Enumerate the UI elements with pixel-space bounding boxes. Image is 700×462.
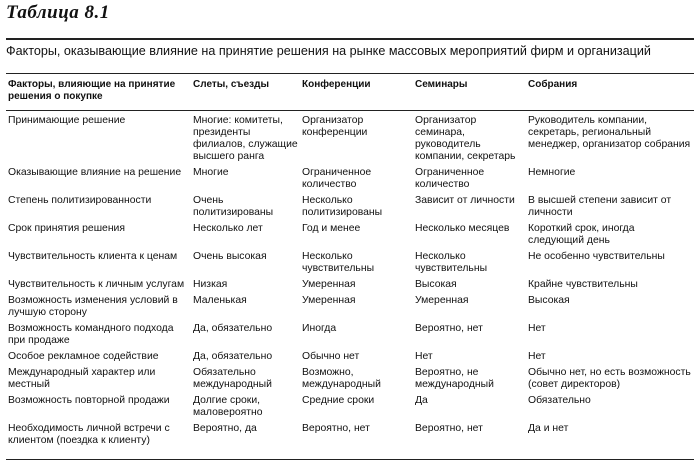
bottom-rule <box>6 459 694 460</box>
table-row <box>6 194 694 222</box>
table-cell: Несколько политизированы <box>302 195 383 218</box>
table-row <box>6 250 694 278</box>
table-cell: Нет <box>528 323 546 334</box>
row-factor-cell: Возможность командного подхода при продаже <box>8 323 174 346</box>
row-factor-cell: Степень политизированности <box>8 195 152 206</box>
table-cell: Возможно, международный <box>302 367 381 390</box>
table-row <box>6 278 694 294</box>
table-cell: Умеренная <box>415 295 469 306</box>
table-cell: Нет <box>415 351 433 362</box>
table-cell: Вероятно, не международный <box>415 367 494 390</box>
table-cell: Вероятно, нет <box>415 323 483 334</box>
table-cell: Очень высокая <box>193 251 267 262</box>
table-cell: Средние сроки <box>302 395 375 406</box>
table-row <box>6 322 694 350</box>
table-cell: Не особенно чувствительны <box>528 251 665 262</box>
table-cell: Нет <box>528 351 546 362</box>
table-cell: Да <box>415 395 428 406</box>
row-factor-cell: Возможность повторной продажи <box>8 395 170 406</box>
table-row <box>6 111 694 167</box>
table-cell: Очень политизированы <box>193 195 274 218</box>
table-cell: Ограниченное количество <box>415 167 485 190</box>
table-label: Таблица 8.1 <box>6 2 110 23</box>
factors-table <box>6 74 694 450</box>
table-row <box>6 366 694 394</box>
table-cell: Многие <box>193 167 229 178</box>
table-cell: Долгие сроки, маловероятно <box>193 395 263 418</box>
table-cell: Ограниченное количество <box>302 167 372 190</box>
table-cell: Руководитель компании, секретарь, региональный менеджер, организатор собрания <box>528 115 691 150</box>
table-cell: Несколько лет <box>193 223 263 234</box>
table-cell: Умеренная <box>302 295 356 306</box>
table-cell: Зависит от личности <box>415 195 515 206</box>
column-header-meetings: Собрания <box>528 79 578 90</box>
column-header-conferences: Конференции <box>302 79 371 90</box>
table-cell: Обычно нет, но есть возможность (совет директоров) <box>528 367 691 390</box>
table-caption: Факторы, оказывающие влияние на принятие решения на рынке массовых мероприятий фирм и организаций <box>6 44 651 58</box>
table-cell: Крайне чувствительны <box>528 279 638 290</box>
table-cell: Год и менее <box>302 223 361 234</box>
table-row <box>6 222 694 250</box>
table-cell: Вероятно, нет <box>302 423 370 434</box>
table-cell: В высшей степени зависит от личности <box>528 195 672 218</box>
column-header-seminars: Семинары <box>415 79 468 90</box>
row-factor-cell: Чувствительность к личным услугам <box>8 279 185 290</box>
table-row <box>6 166 694 194</box>
table-cell: Высокая <box>415 279 457 290</box>
table-body <box>6 111 694 451</box>
table-row <box>6 422 694 450</box>
row-factor-cell: Необходимость личной встречи с клиентом (поездка к клиенту) <box>8 423 170 446</box>
top-rule <box>6 38 694 40</box>
table-cell: Многие: комитеты, президенты филиалов, служащие высшего ранга <box>193 115 298 162</box>
table-cell: Обычно нет <box>302 351 360 362</box>
table-cell: Да и нет <box>528 423 569 434</box>
table-header-row <box>6 74 694 111</box>
table-cell: Несколько чувствительны <box>415 251 488 274</box>
table-cell: Да, обязательно <box>193 323 273 334</box>
table-cell: Вероятно, нет <box>415 423 483 434</box>
table-cell: Вероятно, да <box>193 423 257 434</box>
column-header-rallies: Слеты, съезды <box>193 79 270 90</box>
table-cell: Маленькая <box>193 295 247 306</box>
row-factor-cell: Оказывающие влияние на решение <box>8 167 182 178</box>
row-factor-cell: Возможность изменения условий в лучшую сторону <box>8 295 178 318</box>
table-cell: Организатор конференции <box>302 115 368 138</box>
row-factor-cell: Международный характер или местный <box>8 367 156 390</box>
table-cell: Иногда <box>302 323 337 334</box>
table-cell: Немногие <box>528 167 576 178</box>
table-cell: Обязательно <box>528 395 591 406</box>
table-cell: Несколько чувствительны <box>302 251 375 274</box>
table-cell: Низкая <box>193 279 228 290</box>
table-cell: Короткий срок, иногда следующий день <box>528 223 635 246</box>
table-cell: Умеренная <box>302 279 356 290</box>
table-cell: Организатор семинара, руководитель компании, секретарь <box>415 115 516 162</box>
table-cell: Обязательно международный <box>193 367 272 390</box>
column-header-factors: Факторы, влияющие на принятие решения о покупке <box>8 79 176 102</box>
table-cell: Да, обязательно <box>193 351 273 362</box>
row-factor-cell: Чувствительность клиента к ценам <box>8 251 178 262</box>
table-cell: Высокая <box>528 295 570 306</box>
table-row <box>6 394 694 422</box>
row-factor-cell: Принимающие решение <box>8 115 126 126</box>
row-factor-cell: Срок принятия решения <box>8 223 125 234</box>
table-row <box>6 294 694 322</box>
table-cell: Несколько месяцев <box>415 223 510 234</box>
table-row <box>6 350 694 366</box>
row-factor-cell: Особое рекламное содействие <box>8 351 159 362</box>
